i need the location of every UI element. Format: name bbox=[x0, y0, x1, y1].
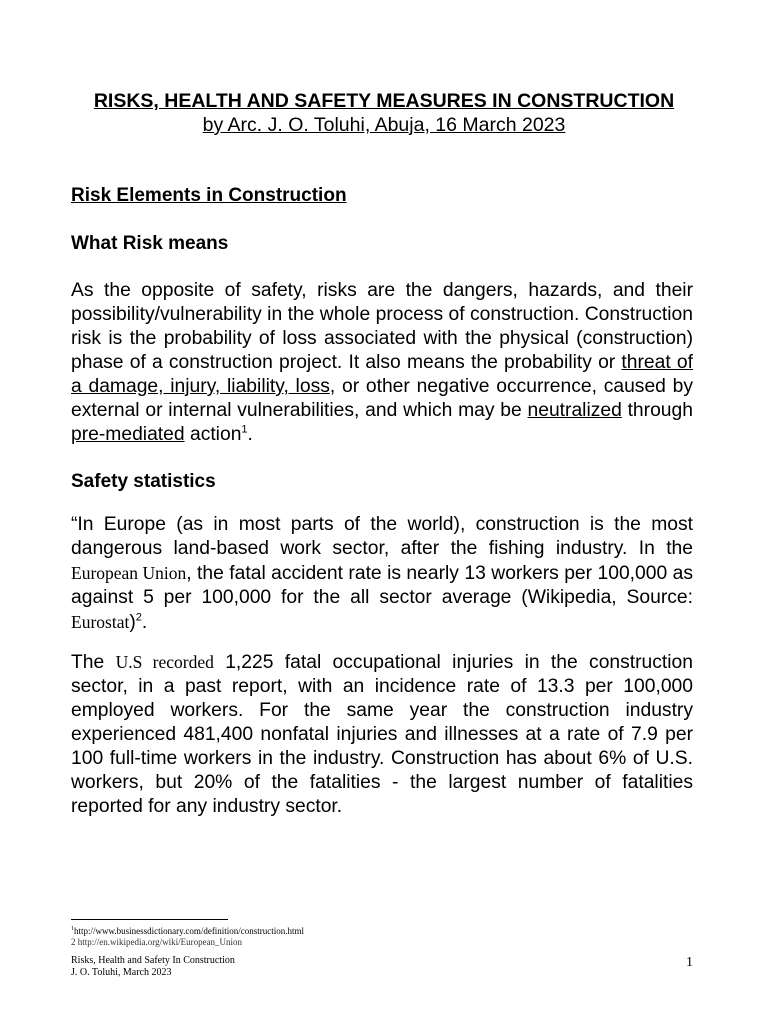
us-recorded-term: U.S recorded bbox=[115, 652, 214, 672]
footnote-ref-2[interactable]: 2 bbox=[135, 611, 142, 624]
footnote-1[interactable]: $^1$http://www.businessdictionary.com/definition/construction.html bbox=[71, 926, 305, 936]
footnote-2[interactable]: 2 http://en.wikipedia.org/wiki/European_Union bbox=[71, 937, 243, 947]
document-title: RISKS, HEALTH AND SAFETY MEASURES IN CONSTRUCTION bbox=[93, 90, 675, 112]
footnote-ref-1[interactable]: 1 bbox=[241, 423, 248, 436]
subheading-safety-statistics: Safety statistics bbox=[71, 471, 216, 492]
european-union-term: European Union bbox=[71, 563, 187, 583]
link-neutralized[interactable]: neutralized bbox=[527, 400, 622, 421]
page-footer bbox=[71, 955, 235, 979]
document-byline: by Arc. J. O. Toluhi, Abuja, 16 March 2023 bbox=[202, 114, 566, 136]
footnote-divider bbox=[71, 919, 228, 920]
paragraph-us-statistics: The U.S recorded 1,225 fatal occupational injuries in the construction sector, in a past report, with an incidence rate of 13.3 per 100,000 employed workers. For the same year the construction industry experienced 481,400 nonfatal injuries and illnesses at a rate of 7.9 per 100 full-time workers in the industry. Construction has about 6% of U.S. workers, but 20% of the fatalities - the largest number of fatalities reported for any industry sector. bbox=[71, 652, 694, 817]
eurostat-term: Eurostat bbox=[71, 612, 130, 632]
section-heading: Risk Elements in Construction bbox=[71, 185, 347, 206]
footer-title: Risks, Health and Safety In Construction bbox=[71, 955, 235, 966]
paragraph-risk-definition: As the opposite of safety, risks are the dangers, hazards, and their possibility/vulnerability in the whole process of construction. Construction risk is the probability of loss associated with the physical (construction) phase of a construction project. It also means the probability or threat of a damage, injury, liability, loss, or other negative occurrence, caused by external or internal vulnerabilities, and which may be neutralized through pre-mediated action$^1$. bbox=[71, 280, 694, 445]
subheading-what-risk: What Risk means bbox=[71, 233, 229, 254]
page-number: 1 bbox=[686, 955, 693, 970]
paragraph-europe-statistics: “In Europe (as in most parts of the world), construction is the most dangerous land-based work sector, after the fishing industry. In the European Union, the fatal accident rate is nearly 13 workers per 100,000 as against 5 per 100,000 for the all sector average (Wikipedia, Source: Eurostat)$^2$. bbox=[71, 514, 693, 633]
footer-author: J. O. Toluhi, March 2023 bbox=[71, 967, 172, 978]
link-pre-mediated[interactable]: pre-mediated bbox=[71, 424, 185, 445]
link-threat[interactable]: threat of a damage, injury, liability, loss bbox=[71, 352, 693, 397]
